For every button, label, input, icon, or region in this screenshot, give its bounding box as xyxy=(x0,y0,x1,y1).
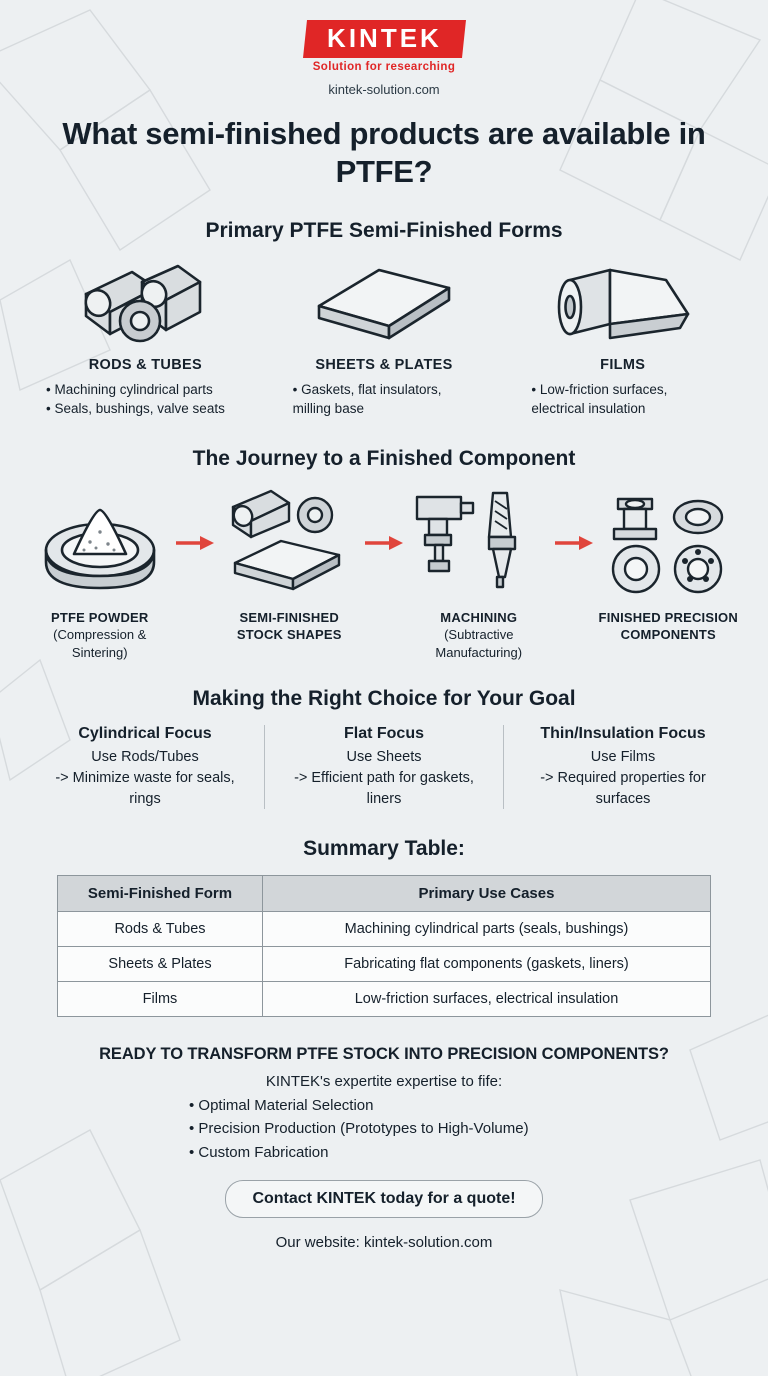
journey-step-title: MACHINING xyxy=(440,609,518,625)
bullet: • Gaskets, flat insulators, xyxy=(292,381,442,397)
choice-cylindrical xyxy=(26,725,264,809)
journey-step-stock-shapes xyxy=(216,483,364,644)
forms-row xyxy=(26,257,742,419)
choice-line1: Use Films xyxy=(590,749,656,766)
journey-step-title: PTFE POWDER xyxy=(50,609,149,625)
bullet: electrical insulation xyxy=(531,401,646,417)
logo-tagline: Solution for researching xyxy=(312,61,456,73)
table-cell-use: Machining cylindrical parts (seals, bushings) xyxy=(263,912,711,947)
journey-step-machining xyxy=(405,483,553,662)
table-cell-use: Low-friction surfaces, electrical insulation xyxy=(263,982,711,1017)
table-row xyxy=(58,982,711,1017)
form-bullets xyxy=(271,380,498,419)
bullet: • Low-friction surfaces, xyxy=(531,381,668,397)
bullet: milling base xyxy=(292,401,364,417)
journey-step-label xyxy=(595,609,743,644)
table-row xyxy=(58,912,711,947)
cta-headline: READY TO TRANSFORM PTFE STOCK INTO PRECISION COMPONENTS? xyxy=(99,1045,669,1064)
choice-line1: Use Rods/Tubes xyxy=(91,749,199,766)
journey-step-label xyxy=(405,609,553,662)
journey-step-sub: (Compression & Sintering) xyxy=(53,627,147,660)
journey-step-powder xyxy=(26,483,174,662)
summary-table xyxy=(57,875,711,1017)
choice-line2: -> Required properties for surfaces xyxy=(540,769,706,807)
summary-table-heading: Summary Table: xyxy=(303,837,465,861)
choice-thin-insulation xyxy=(503,725,742,809)
cta-bullet: • Custom Fabrication xyxy=(189,1143,329,1161)
cta-bullets xyxy=(174,1094,594,1164)
form-title: SHEETS & PLATES xyxy=(315,356,453,373)
cta-bullet: • Optimal Material Selection xyxy=(189,1097,374,1115)
website-line: Our website: kintek-solution.com xyxy=(275,1233,493,1251)
form-title: RODS & TUBES xyxy=(88,356,202,373)
precision-parts-icon xyxy=(595,483,743,603)
bullet: • Seals, bushings, valve seats xyxy=(46,401,225,417)
form-item-rods-tubes xyxy=(26,257,265,419)
choice-line1: Use Sheets xyxy=(346,749,422,766)
form-item-films xyxy=(503,257,742,419)
powder-bowl-icon xyxy=(26,483,174,603)
choice-line2: -> Minimize waste for seals, rings xyxy=(55,769,235,807)
journey-step-finished-parts xyxy=(595,483,743,644)
choice-line2: -> Efficient path for gaskets, liners xyxy=(294,769,474,807)
table-cell-form: Films xyxy=(58,982,263,1017)
cta-button-wrap xyxy=(26,1180,742,1218)
form-bullets xyxy=(32,380,259,419)
machining-tools-icon xyxy=(405,483,553,603)
form-title: FILMS xyxy=(600,356,646,373)
journey-step-sub: (Subtractive Manufacturing) xyxy=(435,627,523,660)
choice-title: Thin/Insulation Focus xyxy=(540,725,706,743)
bullet: • Machining cylindrical parts xyxy=(46,381,213,397)
table-header-row xyxy=(58,876,711,912)
brand-logo xyxy=(26,0,742,97)
rods-tubes-icon xyxy=(32,257,259,349)
journey-arrow-1 xyxy=(174,483,216,603)
journey-step-label xyxy=(216,609,364,644)
journey-step-title: FINISHED PRECISION COMPONENTS xyxy=(598,609,738,643)
films-icon xyxy=(509,257,736,349)
choice-flat xyxy=(264,725,503,809)
table-header-cell: Semi-Finished Form xyxy=(58,876,263,912)
table-row xyxy=(58,947,711,982)
page-title: What semi-finished products are available in PTFE? xyxy=(62,116,706,189)
logo-url: kintek-solution.com xyxy=(328,82,440,97)
journey-row xyxy=(26,483,742,662)
table-cell-form: Sheets & Plates xyxy=(58,947,263,982)
cta-bullet: • Precision Production (Prototypes to High-Volume) xyxy=(189,1120,529,1138)
form-item-sheets-plates xyxy=(265,257,504,419)
cta-subhead: KINTEK's expertite expertise to fife: xyxy=(265,1073,503,1091)
forms-section-heading: Primary PTFE Semi-Finished Forms xyxy=(205,218,563,242)
table-cell-form: Rods & Tubes xyxy=(58,912,263,947)
journey-arrow-2 xyxy=(363,483,405,603)
choices-row xyxy=(26,725,742,809)
choice-title: Flat Focus xyxy=(343,725,424,743)
journey-step-title: SEMI-FINISHED STOCK SHAPES xyxy=(236,609,342,643)
logo-badge xyxy=(303,20,466,58)
choices-section-heading: Making the Right Choice for Your Goal xyxy=(192,687,576,711)
form-bullets xyxy=(509,380,736,419)
stock-shapes-icon xyxy=(216,483,364,603)
journey-section-heading: The Journey to a Finished Component xyxy=(192,446,576,470)
contact-button[interactable]: Contact KINTEK today for a quote! xyxy=(225,1180,542,1218)
journey-step-label xyxy=(26,609,174,662)
table-header-cell: Primary Use Cases xyxy=(263,876,711,912)
logo-text: KINTEK xyxy=(326,23,442,53)
journey-arrow-3 xyxy=(553,483,595,603)
choice-title: Cylindrical Focus xyxy=(78,725,212,743)
sheets-plates-icon xyxy=(271,257,498,349)
table-cell-use: Fabricating flat components (gaskets, liners) xyxy=(263,947,711,982)
